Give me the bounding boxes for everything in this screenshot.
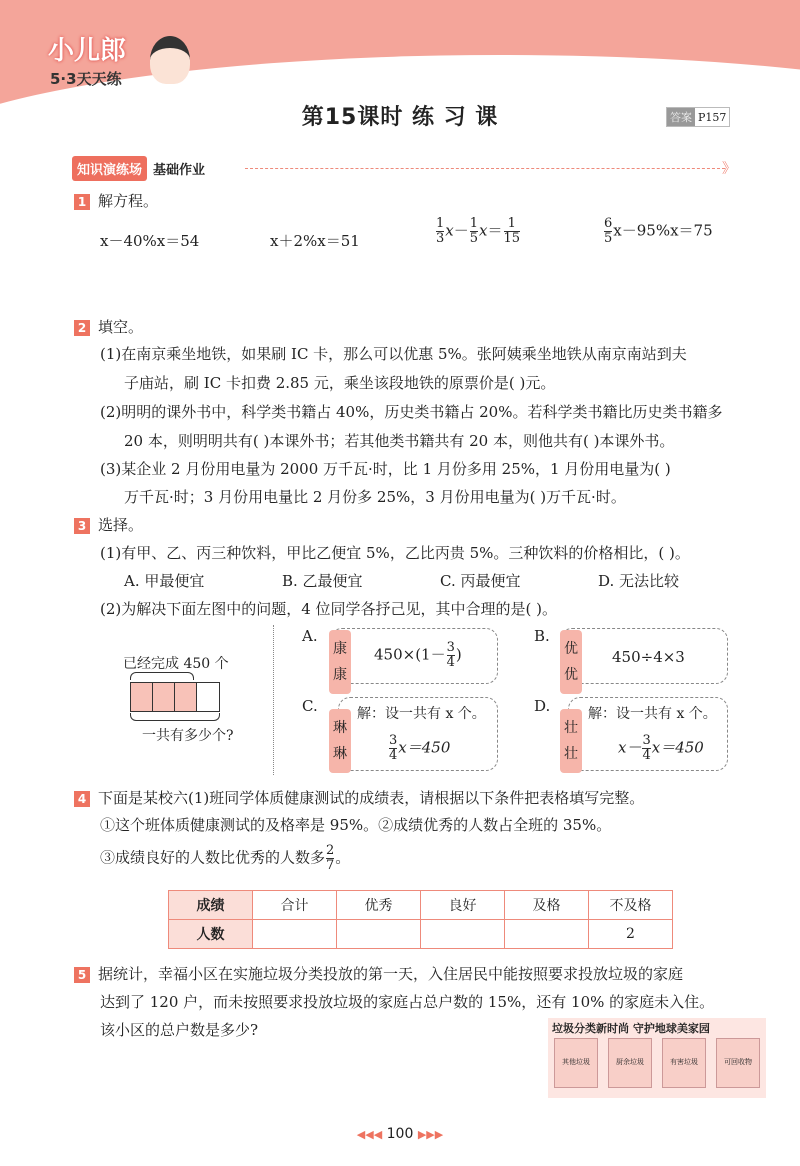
diagram-top-label: 已经完成 450 个 xyxy=(123,656,229,672)
q3-text: (2)为解决下面左图中的问题，4 位同学各抒己见，其中合理的是( )。 xyxy=(100,600,558,618)
table-header-row: 成绩 合计 优秀 良好 及格 不及格 xyxy=(169,891,673,920)
divider xyxy=(273,625,274,775)
trash-bin-icon: 可回收物 xyxy=(716,1038,760,1088)
option-c: C. 丙最便宜 xyxy=(440,572,521,590)
q3-title: 3 选择。 xyxy=(74,514,143,535)
q1-eq1: x－40%x＝54 xyxy=(100,232,200,250)
q1-eq4: $\frac{6}{5}$ x－95%x＝75 xyxy=(604,216,713,246)
series-name: 5·3天天练 xyxy=(50,70,122,88)
q4-condition: ③成绩良好的人数比优秀的人数多 $\frac{2}{7}$ 。 xyxy=(100,843,351,873)
q2-text: (2)明明的课外书中，科学类书籍占 40%，历史类书籍占 20%。若科学类书籍比历史类书籍多 xyxy=(100,403,723,421)
q2-text: (3)某企业 2 月份用电量为 2000 万千瓦·时，比 1 月份多用 25%，1 月份用电量为( ) xyxy=(100,460,671,478)
score-table xyxy=(168,890,673,949)
cell-input[interactable] xyxy=(505,920,589,949)
choice-letter: B. xyxy=(534,627,550,645)
q4-title: 4 下面是某校六(1)班同学体质健康测试的成绩表，请根据以下条件把表格填写完整。 xyxy=(74,787,644,808)
recycling-illustration xyxy=(548,1018,766,1098)
q1-eq2: x＋2%x＝51 xyxy=(270,232,360,250)
q2-text: (1)在南京乘坐地铁，如果刷 IC 卡，那么可以优惠 5%。张阿姨乘坐地铁从南京南站到夫 xyxy=(100,345,687,363)
page-title: 第15课时 练 习 课 xyxy=(301,105,499,130)
brace xyxy=(130,672,194,680)
bar-diagram xyxy=(130,682,220,712)
chevron-right-icon: 》 xyxy=(722,161,736,177)
answer-ref: 答案 P157 xyxy=(666,107,730,127)
q5-line: 达到了 120 户，而未按照要求投放垃圾的家庭占总户数的 15%，还有 10% 的家庭未入住。 xyxy=(100,993,715,1011)
q4-condition: ①这个班体质健康测试的及格率是 95%。②成绩优秀的人数占全班的 35%。 xyxy=(100,816,612,834)
choice-d-expr: x－ $\frac{3}{4}$ x＝450 xyxy=(618,733,704,763)
q1-eq3: $\frac{1}{3}$ x－ $\frac{1}{5}$ x＝ $\frac{1}{15}$ xyxy=(436,216,521,246)
mascot-image xyxy=(150,36,190,84)
q3-text: (1)有甲、乙、丙三种饮料，甲比乙便宜 5%，乙比丙贵 5%。三种饮料的价格相比，( )。 xyxy=(100,544,690,562)
option-d: D. 无法比较 xyxy=(598,572,680,590)
trash-bin-icon: 其他垃圾 xyxy=(554,1038,598,1088)
prev-arrows-icon: ◀◀◀ xyxy=(356,1128,383,1141)
brace xyxy=(130,713,220,721)
choice-d-intro: 解：设一共有 x 个。 xyxy=(588,706,717,722)
q2-text: 子庙站，刷 IC 卡扣费 2.85 元，乘坐该段地铁的原票价是( )元。 xyxy=(124,374,556,392)
choice-a-expr: 450×(1－ $\frac{3}{4}$ ) xyxy=(374,640,462,670)
brand-logo: 小儿郎 xyxy=(48,36,127,66)
page-footer xyxy=(0,1126,800,1142)
student-name: 康康 xyxy=(329,630,351,694)
section-header: 知识演练场 基础作业 xyxy=(72,157,211,179)
diagram-bottom-label: 一共有多少个? xyxy=(142,728,234,744)
choice-b-expr: 450÷4×3 xyxy=(612,648,685,666)
cell-input[interactable] xyxy=(421,920,505,949)
choice-c-expr: $\frac{3}{4}$ x＝450 xyxy=(389,733,451,763)
cell-input[interactable] xyxy=(337,920,421,949)
choice-letter: C. xyxy=(302,697,318,715)
illustration-caption: 垃圾分类新时尚 守护地球美家园 xyxy=(552,1022,710,1035)
choice-letter: D. xyxy=(534,697,551,715)
next-arrows-icon: ▶▶▶ xyxy=(417,1128,444,1141)
choice-c-intro: 解：设一共有 x 个。 xyxy=(357,706,486,722)
student-name: 琳琳 xyxy=(329,709,351,773)
divider xyxy=(245,168,725,169)
student-name: 优优 xyxy=(560,630,582,694)
q2-text: 20 本，则明明共有( )本课外书；若其他类书籍共有 20 本，则他共有( )本课外书。 xyxy=(124,432,675,450)
q5-line: 该小区的总户数是多少? xyxy=(100,1021,259,1039)
page-number: 100 xyxy=(386,1126,414,1142)
table-row: 人数 2 xyxy=(169,920,673,949)
q2-title: 2 填空。 xyxy=(74,316,143,337)
q5-line: 5 据统计，幸福小区在实施垃圾分类投放的第一天，入住居民中能按照要求投放垃圾的家庭 xyxy=(74,963,683,984)
q2-text: 万千瓦·时；3 月份用电量比 2 月份多 25%，3 月份用电量为( )万千瓦·时。 xyxy=(124,488,626,506)
cell-input[interactable] xyxy=(253,920,337,949)
student-name: 壮壮 xyxy=(560,709,582,773)
option-b: B. 乙最便宜 xyxy=(282,572,363,590)
q1-title: 1 解方程。 xyxy=(74,190,158,211)
option-a: A. 甲最便宜 xyxy=(124,572,205,590)
choice-letter: A. xyxy=(302,627,318,645)
trash-bin-icon: 厨余垃圾 xyxy=(608,1038,652,1088)
trash-bin-icon: 有害垃圾 xyxy=(662,1038,706,1088)
